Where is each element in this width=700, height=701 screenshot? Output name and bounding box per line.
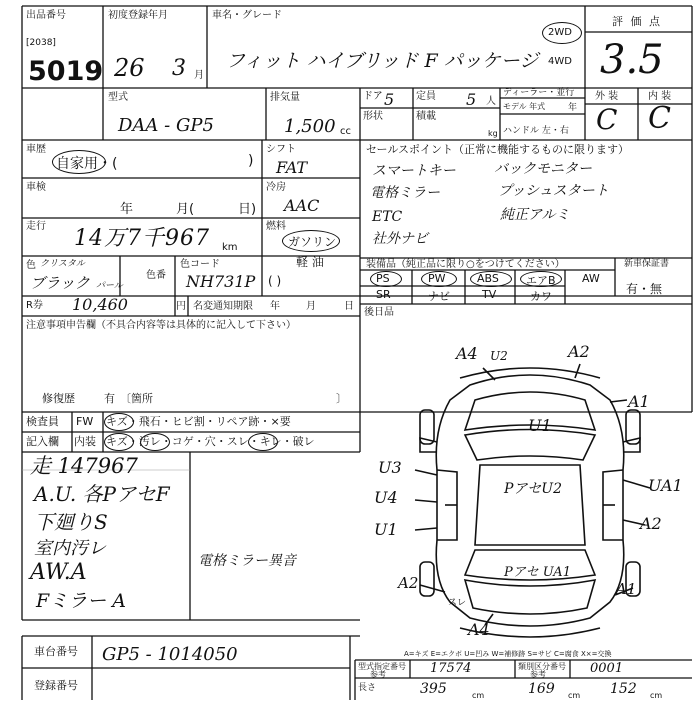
sales-item: 社外ナビ: [372, 231, 428, 247]
inspector-label: 検査員: [26, 415, 59, 428]
sales-item: 純正アルミ: [500, 207, 570, 223]
ext-label: 外 装: [595, 91, 619, 102]
color-code-label: 色番: [146, 270, 166, 281]
handle-label: ハンドル 左・右: [503, 126, 569, 136]
ref-label: 参考: [370, 670, 386, 679]
yen-unit: 円: [176, 301, 186, 312]
equip-ps: PS: [376, 272, 390, 285]
equip-abs: ABS: [477, 272, 499, 285]
notes-label: 注意事項申告欄（不具合内容等は具体的に記入して下さい）: [26, 320, 296, 331]
mark-circle: [248, 433, 278, 451]
chassis-label: 車台番号: [34, 645, 78, 658]
ac-label: 冷房: [266, 182, 286, 193]
sales-item: ETC: [372, 209, 403, 225]
interior-head: 内装: [74, 435, 96, 448]
model-label: 型式: [108, 92, 128, 103]
reg-label: 初度登録年月: [108, 10, 168, 21]
equipment-label: 装備品（純正品に限り○をつけてください）: [366, 259, 565, 270]
capacity: 5: [466, 90, 477, 109]
diagram-label: A4: [468, 620, 490, 639]
class-label: 類別区分番号: [518, 662, 566, 671]
doors: 5: [384, 90, 395, 109]
diagram-label: U2: [490, 349, 508, 363]
deadline-month: 月: [306, 301, 316, 312]
diagram-label: A2: [568, 342, 590, 361]
shape-label: 形状: [363, 111, 383, 122]
color-code: NH731P: [186, 272, 256, 291]
repair-value: 有: [104, 392, 115, 405]
color-value: ブラック: [30, 274, 90, 292]
diagram-label: A2: [398, 574, 419, 592]
mark-circle: [104, 413, 134, 431]
equip-navi: ナビ: [428, 290, 450, 303]
use-label: 車歴: [26, 144, 46, 155]
sales-item: バックモニター: [494, 161, 592, 177]
diagram-label: Pアセ UA1: [504, 565, 571, 580]
cm-unit: cm: [568, 691, 581, 700]
chassis-value: GP5 - 1014050: [102, 644, 238, 665]
lot-sub: [2038]: [26, 38, 56, 48]
diagram-label: A4: [456, 344, 478, 363]
drive-2wd: 2WD: [548, 27, 572, 38]
kg-unit: kg: [488, 129, 498, 138]
diagram-label: A2: [640, 514, 662, 533]
diagram-label: U1: [528, 416, 552, 435]
inspect-year: 年: [120, 202, 134, 217]
repair-place: 〔箇所: [120, 392, 153, 405]
diagram-label: U3: [378, 458, 402, 477]
interior-items: キズ・汚レ・コゲ・穴・スレ・キレ・破レ: [106, 435, 315, 448]
door-label: ドア: [363, 91, 383, 102]
diagram-label: U4: [374, 488, 398, 507]
fw-items: キズ・飛石・ヒビ割・リペア跡・×要: [106, 415, 291, 428]
color-code-title: 色コード: [180, 259, 220, 270]
diagram-label: UA1: [648, 476, 683, 495]
inspect-label: 車検: [26, 182, 46, 193]
fuel-paren: ( ): [268, 274, 282, 288]
deadline-year: 年: [270, 301, 280, 312]
note-line: 室内汚レ: [34, 538, 106, 559]
deadline-day: 日: [344, 301, 354, 312]
fuel-gas: ガソリン: [288, 235, 337, 249]
cm-unit: cm: [650, 691, 663, 700]
inspect-day: 日): [238, 202, 257, 217]
diagram-label: A1: [628, 392, 650, 411]
width-value: 169: [528, 681, 555, 697]
reg-number-label: 登録番号: [34, 679, 78, 692]
cap-label: 定員: [416, 91, 436, 102]
equip-pw: PW: [428, 272, 446, 285]
mark-circle: [140, 433, 170, 451]
sales-item: スマートキー: [372, 163, 456, 179]
lot-label: 出品番号: [26, 10, 66, 21]
score-label: 評 価 点: [612, 15, 662, 28]
equip-sr: SR: [376, 288, 391, 301]
diagram-label: PアセU2: [504, 481, 562, 497]
diagram-label: スレ: [448, 598, 467, 608]
year-unit: 年: [568, 103, 578, 113]
inspector-label2: 記入欄: [26, 435, 59, 448]
fw-head: FW: [76, 415, 94, 428]
fuel-label: 燃料: [266, 221, 286, 232]
model-cert-value: 17574: [430, 661, 472, 676]
repair-close: 〕: [336, 392, 347, 405]
ref-label: 参考: [530, 670, 546, 679]
load-label: 積載: [416, 111, 436, 122]
sales-item: プッシュスタート: [498, 183, 609, 199]
length-label: 長さ: [358, 683, 377, 693]
sales-label: セールスポイント（正常に機能するものに限ります）: [366, 143, 630, 156]
warranty-label: 新車保証書: [624, 259, 670, 269]
km-unit: km: [222, 242, 238, 253]
sales-item: 電格ミラー: [370, 185, 440, 201]
later-label: 後日品: [364, 307, 394, 318]
color-note: クリスタル: [40, 259, 85, 269]
person-unit: 人: [486, 96, 496, 107]
inspect-month: 月(: [176, 202, 195, 217]
note-line: 下廻りS: [34, 510, 108, 534]
model: DAA - GP5: [118, 115, 214, 136]
mileage: 14万7千967: [74, 226, 210, 251]
diagram-label: U1: [374, 520, 398, 539]
ac-value: AAC: [284, 196, 320, 215]
name-label: 車名・グレード: [212, 10, 282, 21]
equip-airbag: エアB: [526, 274, 556, 287]
color-pearl: パール: [96, 281, 123, 291]
mark-circle: [104, 433, 134, 451]
model-year-label: モデル 年式: [503, 102, 546, 111]
shift-value: FAT: [276, 158, 308, 177]
legend: A=キズ E=エクボ U=凹み W=補修跡 S=サビ C=腐食 X×=交換: [404, 650, 612, 658]
month-unit: 月: [194, 70, 204, 81]
car-name: フィット ハイブリッド F パッケージ: [226, 50, 539, 72]
dealer-label: ディーラー・並行: [503, 88, 575, 98]
warranty-value: 有・無: [626, 282, 663, 296]
reg-year: 26: [114, 54, 145, 82]
displacement: 1,500: [284, 116, 336, 137]
disp-label: 排気量: [270, 92, 300, 103]
use-value: 自家用・(: [56, 156, 118, 172]
color-label: 色: [26, 260, 36, 271]
cc-unit: cc: [340, 126, 351, 137]
model-cert-label: 型式指定番号: [358, 662, 406, 671]
int-label: 内 装: [648, 91, 672, 102]
int-grade: C: [648, 101, 671, 136]
diagram-label: A1: [616, 580, 637, 598]
height-value: 152: [610, 681, 637, 697]
deadline-label: 名変通知期限: [193, 301, 253, 312]
use-close: ): [248, 153, 254, 169]
ext-grade: C: [596, 103, 618, 136]
recycle-value: 10,460: [72, 295, 128, 314]
note-line: A.U. 各PアセF: [34, 482, 170, 506]
equip-tv: TV: [482, 288, 497, 301]
note-line: Fミラー A: [36, 590, 126, 612]
equip-leather: カワ: [530, 290, 552, 303]
reg-month: 3: [172, 56, 186, 81]
cm-unit: cm: [472, 691, 485, 700]
mileage-label: 走行: [26, 221, 46, 232]
equip-aw: AW: [582, 272, 600, 285]
note-line: 電格ミラー異音: [198, 553, 296, 569]
note-line: 走 147967: [30, 454, 138, 478]
repair-label: 修復歴: [42, 392, 75, 405]
score: 3.5: [600, 37, 664, 83]
note-line: AW.A: [30, 560, 87, 585]
lot-number: 5019: [28, 56, 104, 87]
length-value: 395: [420, 681, 447, 697]
class-value: 0001: [590, 661, 624, 676]
fuel-diesel: 軽 油: [296, 255, 324, 269]
drive-4wd: 4WD: [548, 56, 572, 67]
shift-label: シフト: [266, 144, 296, 155]
recycle-label: R券: [26, 300, 43, 311]
